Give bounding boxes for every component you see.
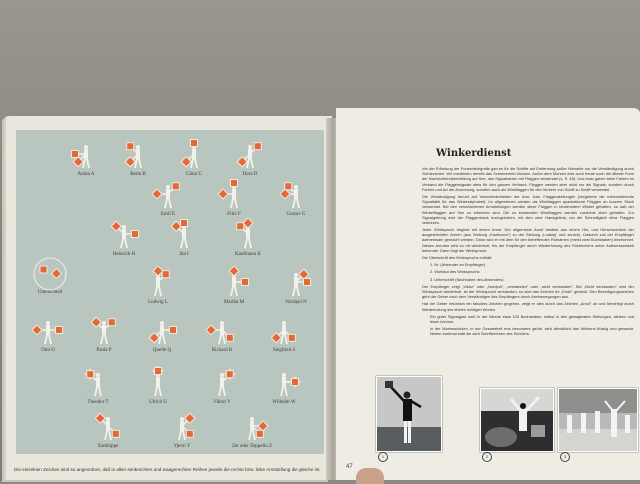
- photo-number: 3: [560, 452, 570, 462]
- photo-row: [376, 376, 640, 459]
- plate-caption: Die einzelnen Zeichen sind so angeordnet, daß in allen senkrechten und waagerechten Reihen jeweils die rechte bzw. linke Armstellung die gleiche ist.: [14, 466, 321, 472]
- semaphore-signal: [200, 314, 244, 358]
- paragraph: Die Verständigung beruht auf Verschiedenheiten der Arm- bzw. Flaggenstellungen (vergleiche die nebenstehende Signaltafel für das Winkeralphabet). Im allgemeinen werden als Winkflaggen quadratische Flaggen an kurzem Stock verwendet. Bei den verschiedenen Armstellungen werden diese Flaggen in bestimmtem Winkel gehalten, so daß der Winkelflaggen auf See zu erkennen sind. Die zu senkenden Winkflaggen werden zunächst oben gehalten. Zur Signalgebung wird der Flaggenstock hochgehoben, mit Arm oder Handgelenk, um die Schnelligkeit ohne Flaggen verkürzen.: [422, 193, 634, 225]
- semaphore-signal: [26, 314, 70, 358]
- photo-exercise: [480, 388, 554, 452]
- signal-label: Wilhelm W: [272, 400, 296, 405]
- signal-label: Fritz F: [227, 212, 241, 217]
- paragraph: Vor der Erfindung der Funkentelegrafie gab es für die Schiffe auf Entfernung außer Hörweite nur die Verständigung durch Sichtzeichen. Wir erwähnten bereits das Scheinwerfer-Morsen. Außer dem Morsen wird auch heute noch die älteste Form der Nachrichtenübermittlung auf See, das Signalisieren mit Flaggen verwendet (s. S. 48). Und zwar gaben beim Fahren im Verband die Flaggensignale stets für den ganzen Verband. Flaggen werden aber nicht nur als Signale, sondern durch Farben und Art der Anordnung, sondern auch als Winkflaggen für den Verkehr von Schiff zu Schiff verwendet.: [422, 166, 634, 192]
- signal-label: Siegfried S: [272, 348, 296, 353]
- paragraph: Jeder Winkspruch beginnt mit einem Anruf. Der allgemeine Anruf besteht aus einem Hin- und Herschwenken der ausgestreckten Armen (aus Stellung „Kaufmann") zu der Stellung „Ludwig" und zurück). Dadurch soll der Empfänger aufmerksam gemacht werden. Dann wird er mit dem für den betreffenden Rufnamen (meist zwei Buchstaben) bezeichnet. Dieses Anrufen wird so oft wiederholt, bis der Empfänger durch Wiederholung des Rufzeichens seine Aufmerksamkeit bekundet. Dann folgt der Winkspruch.: [422, 227, 634, 253]
- signal-label: Paula P: [96, 348, 112, 353]
- signal-label: Cäsar C: [186, 172, 202, 177]
- semaphore-signal: [102, 218, 146, 262]
- numbered-note: In der Marineschulen, in der Gesamtheit erst besonders geübt, wird allmählich das Winkens flüssig und gewandt. Neben zweimal statt die acht Schriftzeichen des Schülers.: [430, 326, 634, 337]
- body-text: [422, 166, 634, 338]
- semaphore-signal: [262, 314, 306, 358]
- signal-label: Gustav G: [286, 212, 306, 217]
- signal-label: Quelle Q: [152, 348, 172, 353]
- semaphore-signal: [76, 366, 120, 410]
- semaphore-signal: [140, 314, 184, 358]
- semaphore-signal: [136, 366, 180, 410]
- signal-label: Xanthippe: [97, 444, 119, 449]
- signal-label: Ida I: [179, 252, 189, 257]
- semaphore-signal: [212, 178, 256, 222]
- semaphore-signal: [262, 366, 306, 410]
- signal-label: Theodor T: [87, 400, 109, 405]
- photo-number: 2: [482, 452, 492, 462]
- semaphore-signal: [160, 410, 204, 454]
- signal-label: Richard R: [211, 348, 233, 353]
- list-item: 3. Unterschrift (Nachname des Absenders): [430, 276, 504, 282]
- semaphore-signal: [226, 218, 270, 262]
- signal-label: Heinrich H: [112, 252, 136, 257]
- signal-label: Zet oder Zeppelin Z: [231, 444, 273, 449]
- signal-label: Unterschied: [37, 290, 63, 295]
- photo-signalman: [376, 376, 442, 452]
- semaphore-signal: [228, 138, 272, 182]
- photo-drill: [558, 388, 638, 452]
- page-number: 47: [346, 464, 353, 470]
- semaphore-signal: [64, 138, 108, 182]
- semaphore-signal: [274, 266, 318, 310]
- semaphore-signal: [116, 138, 160, 182]
- open-book: [6, 108, 640, 480]
- signal-label: Viktor V: [213, 400, 231, 405]
- semaphore-signal: [172, 138, 216, 182]
- signal-label: Martha M: [223, 300, 245, 305]
- semaphore-signal: [212, 266, 256, 310]
- semaphore-signal: [136, 266, 180, 310]
- list-item: 2. Wortlaut des Winkspruchs: [430, 269, 480, 275]
- semaphore-signal: [162, 218, 206, 262]
- special-signal: [28, 256, 72, 300]
- photo-number: 1: [378, 452, 388, 462]
- signal-label: Nordpol N: [285, 300, 307, 305]
- semaphore-signal: [146, 178, 190, 222]
- semaphore-signal: [86, 410, 130, 454]
- signal-label: Kaufmann K: [235, 252, 261, 257]
- numbered-note: Ein guter Signalgast muß in der Minute etwa 100 Buchstaben, selbst in den gewagtesten Stellungen, winken und lesen können.: [430, 313, 634, 324]
- signal-label: Ulrich U: [149, 400, 167, 405]
- thumb: [356, 468, 384, 484]
- paragraph: Der Empfänger zeigt „Viktor" oder „Nordpol", „verstanden" oder „nicht verstanden". Bei „Nicht verstanden" wird der Winkspruch wiederholt. Ist der Winkspruch verstanden, so wird das Zeichen für „Ende" gewinkt. Den Beendigungszeichen geht der Geber nach dem Verständigen des Empfängers durch Armbewegungen aus.: [422, 283, 634, 300]
- list-item: 1. Nr. (Absender an Empfänger): [430, 262, 486, 268]
- signal-label: Ludwig L: [148, 300, 168, 305]
- semaphore-chart: [16, 130, 324, 454]
- signal-label: Ypern Y: [173, 444, 191, 449]
- signal-label: Anton A: [77, 172, 95, 177]
- semaphore-signal: [200, 366, 244, 410]
- right-page: [336, 108, 640, 480]
- signal-label: Emil E: [160, 212, 176, 217]
- semaphore-signal: [230, 410, 274, 454]
- page-title: Winkerdienst: [436, 148, 512, 159]
- paragraph: Die Überschrift des Winkspruchs enthält:: [422, 255, 493, 260]
- semaphore-signal: [274, 178, 318, 222]
- signal-label: Otto O: [41, 348, 55, 353]
- semaphore-signal: [82, 314, 126, 358]
- paragraph: Hat der Geber irrtümlich ein falsches Zeichen gegeben, zeigt er dies durch das Zeichen „Anruf" an und berichtigt durch Wiederholung des letzten richtigen Wortes.: [422, 301, 634, 312]
- signal-label: Berta B: [130, 172, 146, 177]
- signal-label: Dora D: [242, 172, 258, 177]
- left-page: [6, 116, 332, 480]
